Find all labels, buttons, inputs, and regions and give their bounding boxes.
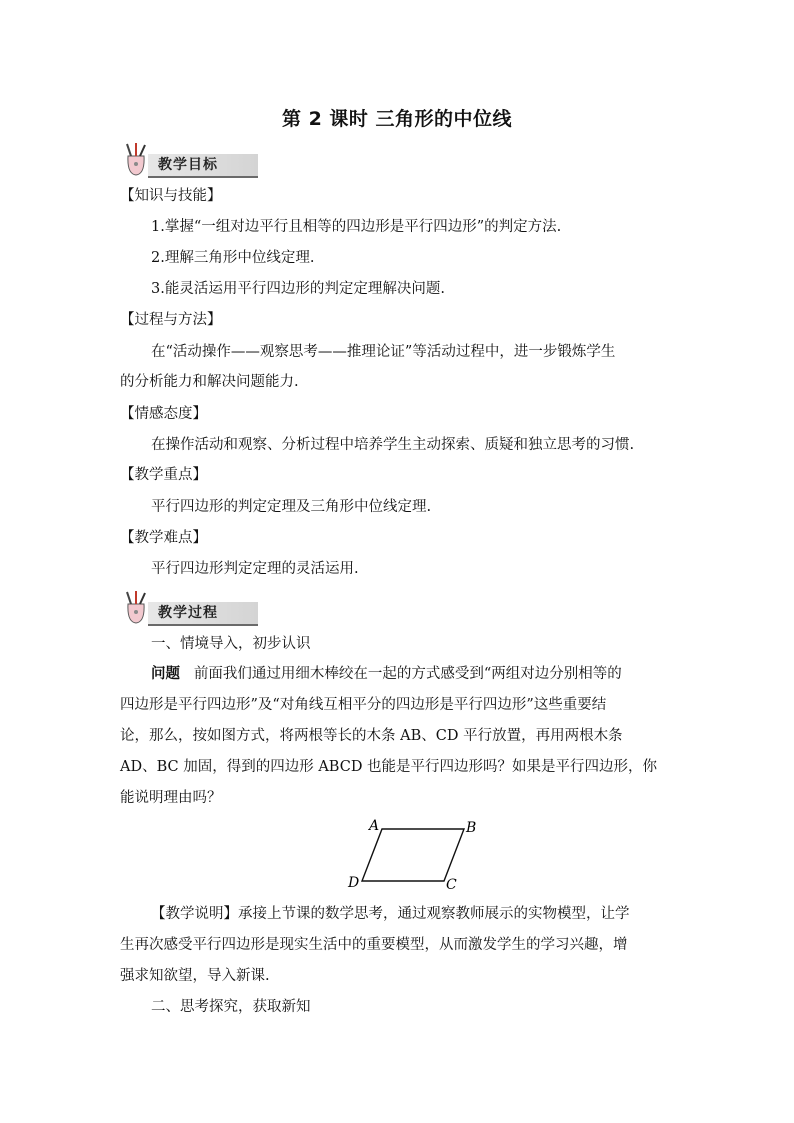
method-line-1: 在“活动操作——观察思考——推理论证”等活动过程中，进一步锻炼学生 bbox=[151, 344, 616, 360]
pen-holder-icon bbox=[118, 590, 158, 626]
method-line-2: 的分析能力和解决问题能力. bbox=[120, 374, 299, 390]
difficulty-line-1: 平行四边形判定定理的灵活运用. bbox=[151, 561, 359, 577]
question-line-5: 能说明理由吗？ bbox=[120, 790, 222, 806]
vertex-label-b: B bbox=[466, 820, 477, 836]
process-step-1: 一、情境导入，初步认识 bbox=[151, 636, 311, 652]
question-line-1 bbox=[151, 663, 622, 685]
question-line-2: 四边形是平行四边形”及“对角线互相平分的四边形是平行四边形”这些重要结 bbox=[120, 697, 607, 713]
banner-label: 教学过程 bbox=[158, 605, 218, 621]
difficulty-heading: 【教学难点】 bbox=[120, 530, 207, 546]
question-line-3: 论，那么，按如图方式，将两根等长的木条 AB、CD 平行放置，再用两根木条 bbox=[120, 728, 623, 744]
question-text-1: 前面我们通过用细木棒绞在一起的方式感受到“两组对边分别相等的 bbox=[193, 666, 622, 682]
knowledge-heading: 【知识与技能】 bbox=[120, 188, 222, 204]
process-step-2: 二、思考探究，获取新知 bbox=[151, 999, 311, 1015]
section-banner-process bbox=[118, 590, 260, 626]
attitude-line-1: 在操作活动和观察、分析过程中培养学生主动探索、质疑和独立思考的习惯. bbox=[151, 437, 635, 453]
teaching-note-line-1: 【教学说明】承接上节课的数学思考，通过观察教师展示的实物模型，让学 bbox=[151, 906, 630, 922]
teaching-note-line-3: 强求知欲望，导入新课. bbox=[120, 968, 270, 984]
vertex-label-d: D bbox=[348, 875, 360, 891]
teaching-note-line-2: 生再次感受平行四边形是现实生活中的重要模型，从而激发学生的学习兴趣，增 bbox=[120, 937, 628, 953]
knowledge-item-1: 1.掌握“一组对边平行且相等的四边形是平行四边形”的判定方法. bbox=[151, 219, 562, 235]
key-points-line-1: 平行四边形的判定定理及三角形中位线定理. bbox=[151, 499, 432, 515]
banner-label: 教学目标 bbox=[158, 157, 218, 173]
parallelogram-shape bbox=[362, 829, 464, 881]
page-title: 第 2 课时 三角形的中位线 bbox=[281, 108, 513, 130]
question-label: 问题 bbox=[151, 666, 180, 682]
question-line-4: AD、BC 加固，得到的四边形 ABCD 也能是平行四边形吗？如果是平行四边形，你 bbox=[120, 759, 658, 775]
parallelogram-figure bbox=[340, 815, 490, 895]
method-heading: 【过程与方法】 bbox=[120, 312, 222, 328]
key-points-heading: 【教学重点】 bbox=[120, 467, 207, 483]
section-banner-objectives bbox=[118, 142, 260, 178]
pen-holder-icon bbox=[118, 142, 158, 178]
knowledge-item-2: 2.理解三角形中位线定理. bbox=[151, 250, 315, 266]
knowledge-item-3: 3.能灵活运用平行四边形的判定定理解决问题. bbox=[151, 281, 445, 297]
vertex-label-a: A bbox=[369, 818, 380, 834]
vertex-label-c: C bbox=[446, 877, 457, 893]
attitude-heading: 【情感态度】 bbox=[120, 406, 207, 422]
